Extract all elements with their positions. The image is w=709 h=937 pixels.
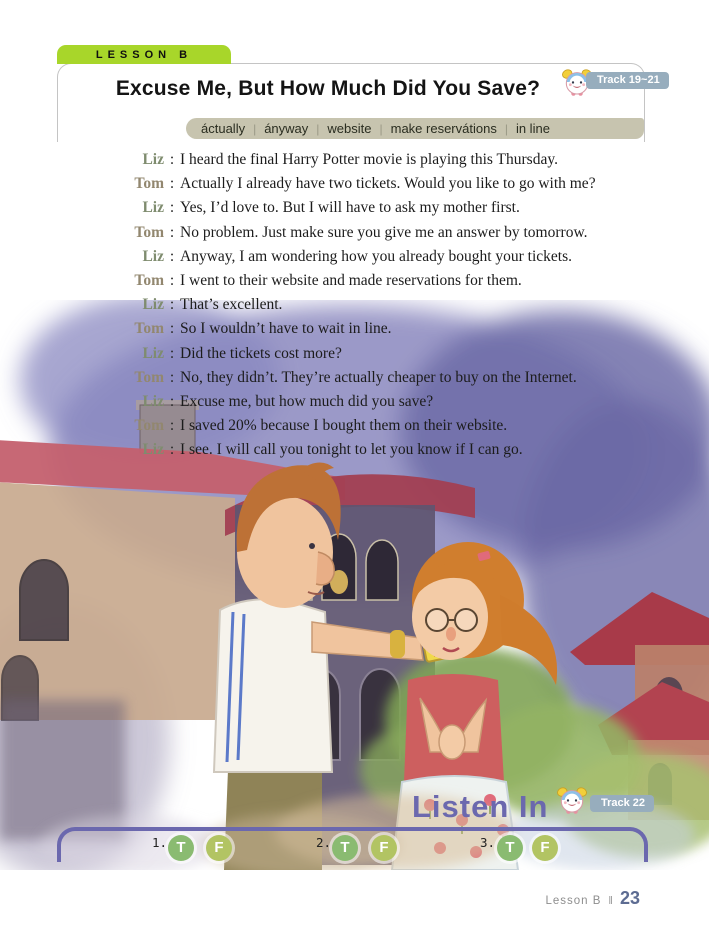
speaker-name: Tom	[134, 272, 164, 290]
vocab-separator: |	[253, 121, 257, 136]
vocab-separator: |	[504, 121, 508, 136]
track-badge: Track 22	[590, 795, 654, 812]
vocabulary-bar	[186, 118, 644, 139]
dialogue-colon: :	[169, 441, 175, 459]
speaker-name: Liz	[142, 296, 164, 314]
vocab-separator: |	[316, 121, 320, 136]
dialogue-line	[57, 293, 697, 317]
question-number: 1.	[152, 835, 168, 850]
true-button-q1[interactable]: T	[168, 835, 194, 861]
speaker-name: Liz	[142, 247, 164, 265]
dialogue-text: That’s excellent.	[180, 296, 283, 314]
question-number: 3.	[480, 835, 496, 850]
dialogue-text: No problem. Just make sure you give me an answer by tomorrow.	[180, 223, 588, 241]
question-number: 2.	[316, 835, 332, 850]
dialogue-colon: :	[169, 296, 175, 314]
speaker-name: Tom	[134, 368, 164, 386]
dialogue-colon: :	[169, 320, 175, 338]
dialogue-line	[57, 317, 697, 341]
true-false-answer-box	[57, 827, 648, 862]
speaker-name: Tom	[134, 320, 164, 338]
dialogue-text: Excuse me, but how much did you save?	[180, 393, 434, 411]
dialogue-colon: :	[169, 344, 175, 362]
dialogue-text: No, they didn’t. They’re actually cheaper to buy on the Internet.	[180, 368, 577, 386]
dialogue-colon: :	[169, 393, 175, 411]
listen-in-title: Listen In	[412, 789, 549, 824]
dialogue-text: Yes, I’d love to. But I will have to ask my mother first.	[180, 199, 520, 217]
alarm-clock-icon	[556, 784, 588, 816]
speaker-name: Tom	[134, 417, 164, 435]
dialogue-colon: :	[169, 368, 175, 386]
dialogue-text: I saved 20% because I bought them on their website.	[180, 417, 508, 435]
speaker-name: Liz	[142, 151, 164, 168]
vocab-item: ányway	[264, 121, 309, 136]
dialogue-text: So I wouldn’t have to wait in line.	[180, 320, 392, 338]
dialogue-line	[57, 221, 697, 245]
dialogue-colon: :	[169, 223, 175, 241]
dialogue-text: I heard the final Harry Potter movie is playing this Thursday.	[180, 151, 558, 168]
speaker-name: Liz	[142, 344, 164, 362]
speaker-name: Tom	[134, 223, 164, 241]
dialogue-text: Anyway, I am wondering how you already bought your tickets.	[180, 247, 573, 265]
page-number: 23	[619, 888, 640, 908]
speaker-name: Liz	[142, 199, 164, 217]
lesson-tab	[57, 45, 231, 64]
vocab-item: website	[327, 121, 372, 136]
false-button-q3[interactable]: F	[532, 835, 558, 861]
true-button-q2[interactable]: T	[332, 835, 358, 861]
dialogue-text: I see. I will call you tonight to let you know if I can go.	[180, 441, 523, 459]
page-title: Excuse Me, But How Much Did You Save?	[115, 77, 541, 100]
lesson-tab-label: LESSON B	[95, 48, 193, 61]
dialogue	[57, 148, 697, 463]
dialogue-colon: :	[169, 247, 175, 265]
footer-divider: ‖	[608, 895, 613, 907]
dialogue-line	[57, 245, 697, 269]
dialogue-line	[57, 438, 697, 462]
speaker-name: Liz	[142, 393, 164, 411]
dialogue-text: Actually I already have two tickets. Would you like to go with me?	[180, 175, 596, 193]
dialogue-colon: :	[169, 151, 175, 168]
dialogue-colon: :	[169, 175, 175, 193]
dialogue-line	[57, 366, 697, 390]
speaker-name: Tom	[134, 175, 164, 193]
dialogue-line	[57, 148, 697, 172]
false-button-q1[interactable]: F	[206, 835, 232, 861]
vocab-separator: |	[379, 121, 383, 136]
footer-lesson-label: Lesson B	[545, 895, 602, 907]
dialogue-line	[57, 269, 697, 293]
vocab-item: áctually	[201, 121, 246, 136]
dialogue-text: Did the tickets cost more?	[180, 344, 342, 362]
title-card	[57, 63, 660, 142]
dialogue-line	[57, 172, 697, 196]
dialogue-colon: :	[169, 272, 175, 290]
track-badge: Track 19~21	[586, 72, 669, 89]
dialogue-line	[57, 390, 697, 414]
dialogue-line	[57, 342, 697, 366]
speaker-name: Liz	[142, 441, 164, 459]
page-footer	[545, 888, 640, 909]
dialogue-line	[57, 414, 697, 438]
dialogue-colon: :	[169, 417, 175, 435]
dialogue-colon: :	[169, 199, 175, 217]
vocab-item: make reservátions	[390, 121, 497, 136]
dialogue-text: I went to their website and made reservations for them.	[180, 272, 522, 290]
false-button-q2[interactable]: F	[371, 835, 397, 861]
true-button-q3[interactable]: T	[497, 835, 523, 861]
dialogue-line	[57, 196, 697, 220]
vocab-item: in line	[515, 121, 550, 136]
